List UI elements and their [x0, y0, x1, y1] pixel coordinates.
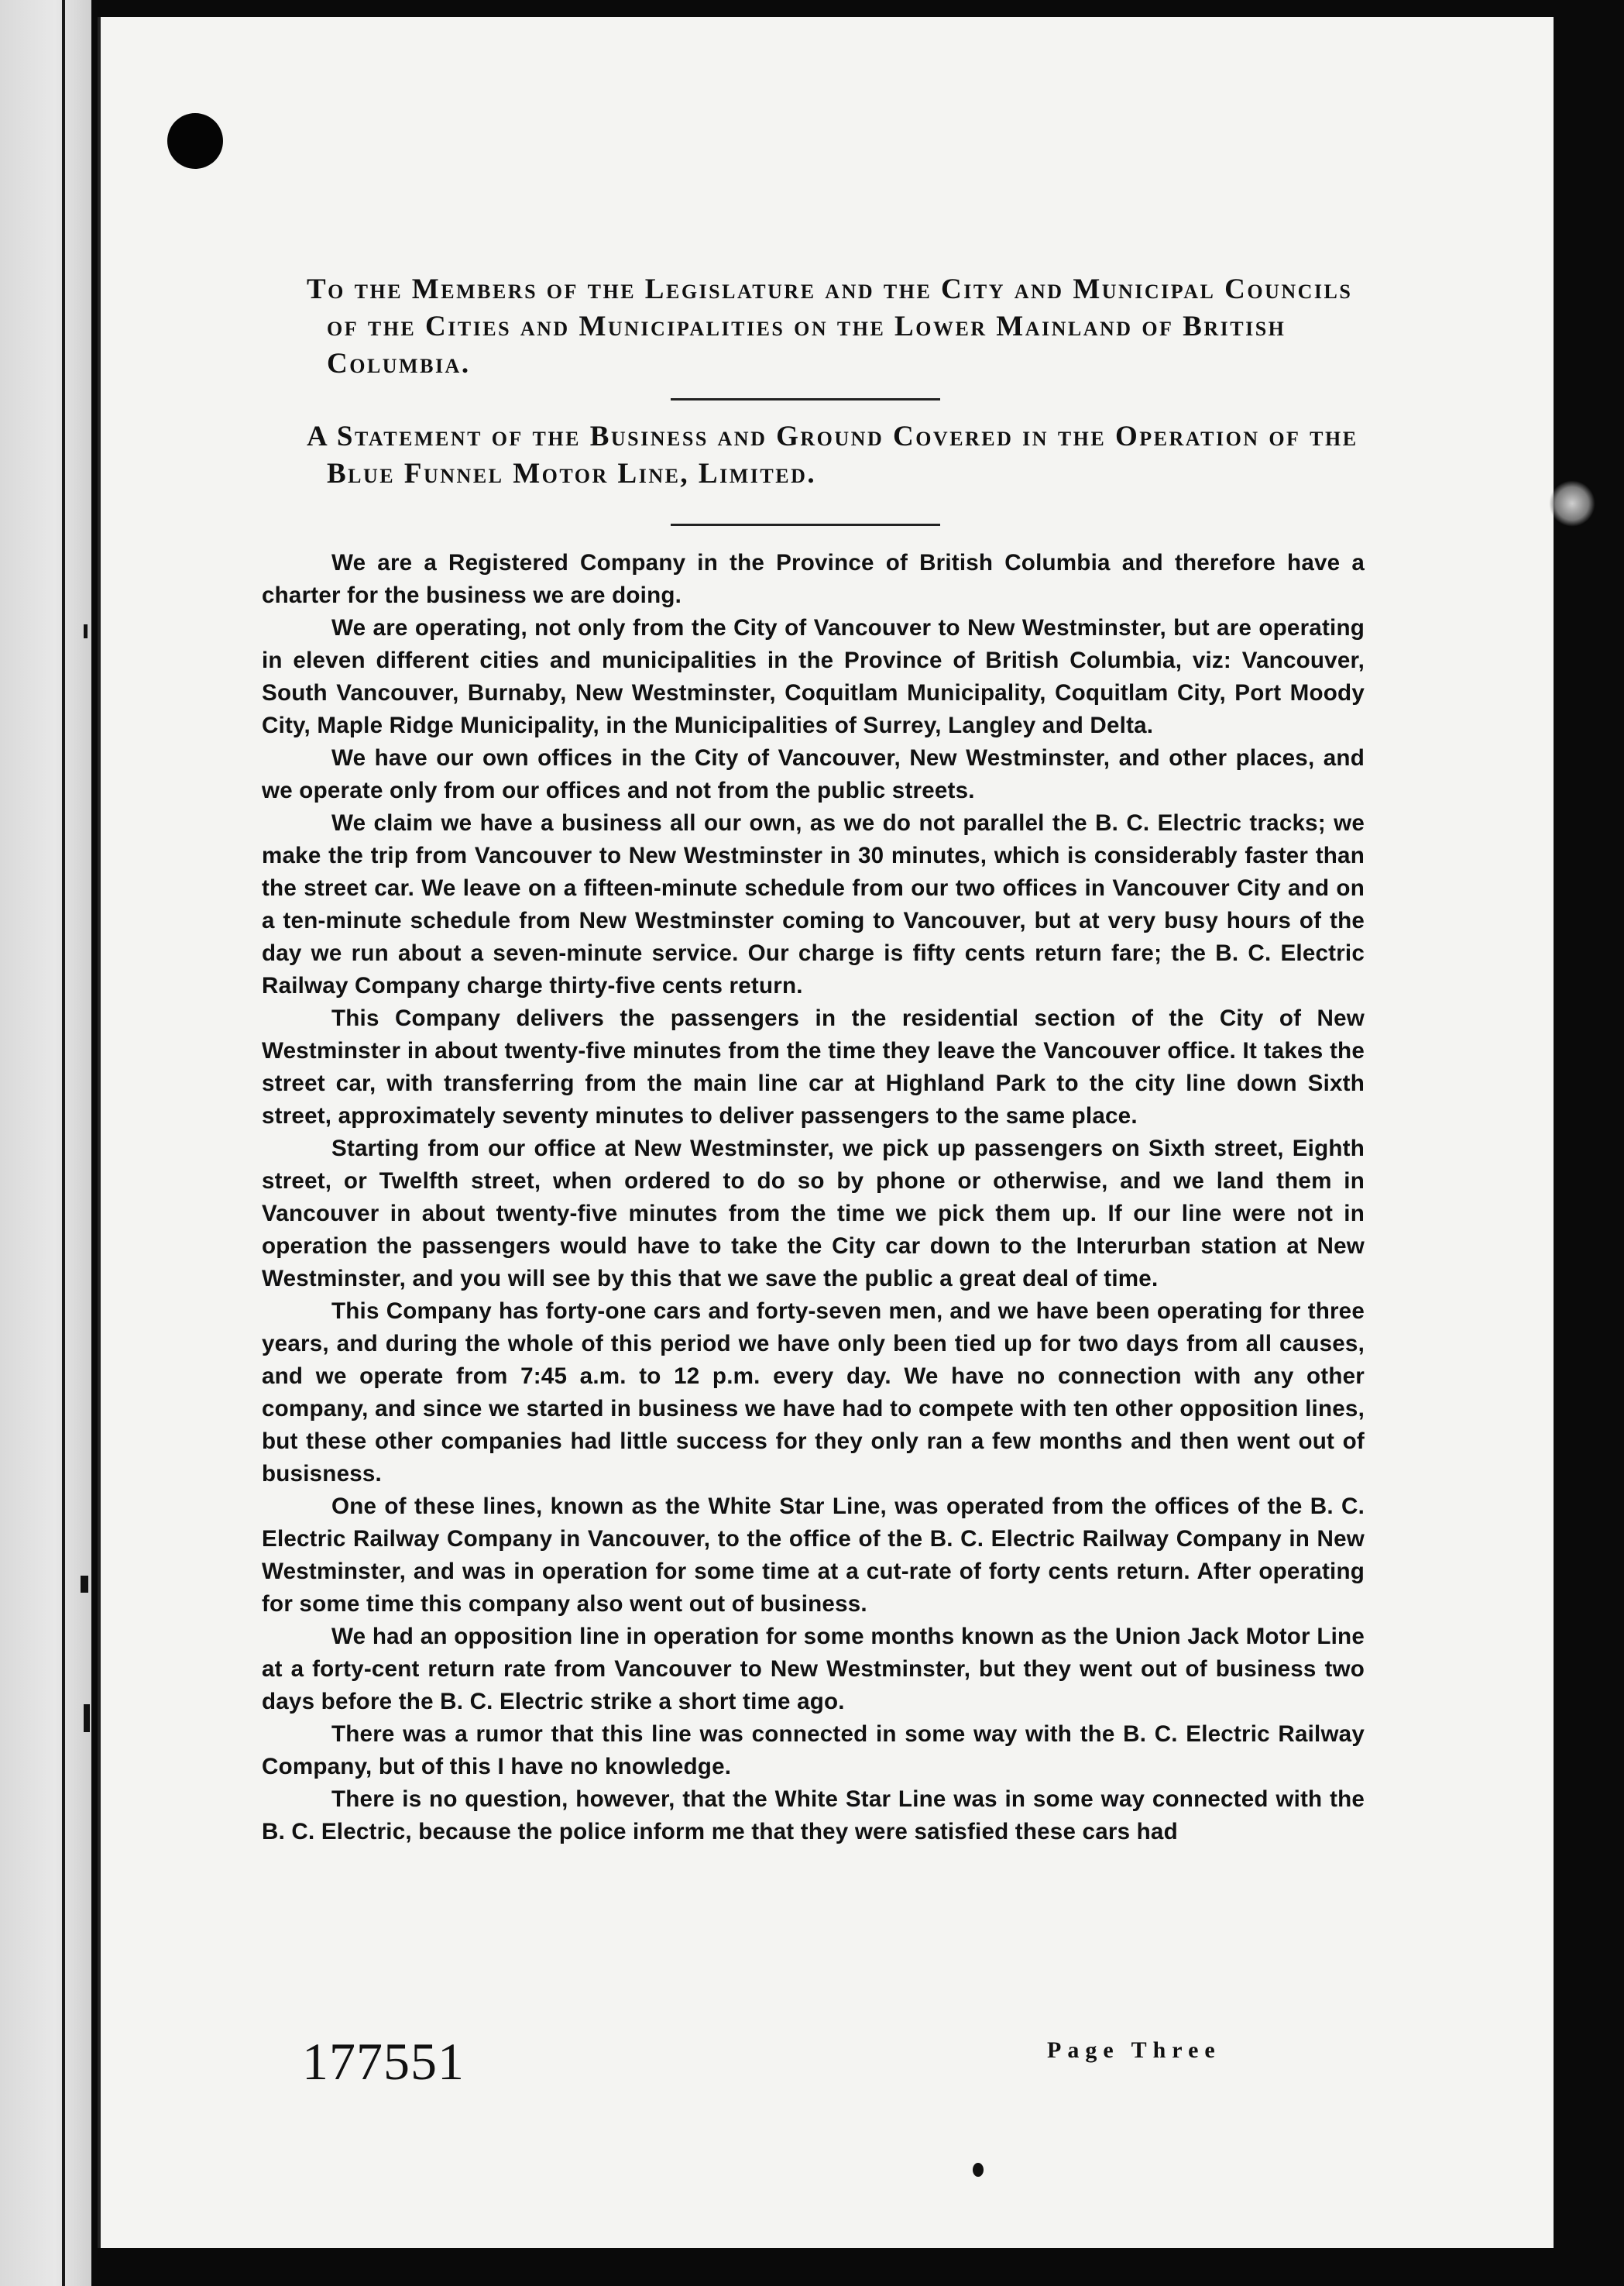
- paragraph: We claim we have a business all our own, as we do not parallel the B. C. Electric tracks; we make the trip from Vancouver to New Westminster in 30 minutes, which is considerably faster than the street car. We leave on a fifteen-minute schedule from our two offices in Vancouver City and on a ten-minute schedule from New Westminster coming to Vancouver, but at very busy hours of the day we run about a seven-minute service. Our charge is fifty cents return fare; the B. C. Electric Railway Company charge thirty-five cents return.: [262, 810, 1365, 999]
- heading-divider: [671, 524, 940, 526]
- statement-heading: A Statement of the Business and Ground Covered in the Operation of the Blue Funnel Motor Line, Limited.: [307, 421, 1358, 490]
- scan-speck: [1549, 480, 1595, 527]
- punch-hole: [167, 113, 223, 169]
- paragraph: There is no question, however, that the White Star Line was in some way connected with the B. C. Electric, because the police inform me that they were satisfied these cars had: [262, 1786, 1365, 1844]
- address-heading: To the Members of the Legislature and the City and Municipal Councils of the Cities and Municipalities on the Lower Mainland of British Columbia.: [307, 273, 1353, 380]
- paragraph: We had an opposition line in operation for some months known as the Union Jack Motor Line at a forty-cent return rate from Vancouver to New Westminster, but they went out of business two days before the B. C. Electric strike a short time ago.: [262, 1624, 1365, 1714]
- margin-tick-mark: [84, 624, 88, 638]
- paragraph: One of these lines, known as the White Star Line, was operated from the offices of the B. C. Electric Railway Company in Vancouver, to the office of the B. C. Electric Railway Company in New Westminster, and was in operation for some time at a cut-rate of forty cents return. After operating for some time this company also went out of business.: [262, 1494, 1365, 1617]
- page-gutter-line: [62, 0, 65, 2286]
- paragraph: We have our own offices in the City of Vancouver, New Westminster, and other places, and we operate only from our offices and not from the public streets.: [262, 745, 1365, 803]
- page-number-label: Page Three: [1047, 2037, 1221, 2063]
- paragraph: This Company has forty-one cars and forty-seven men, and we have been operating for three years, and during the whole of this period we have only been tied up for two days from all causes, and we operate from 7:45 a.m. to 12 p.m. every day. We have no connection with any other company, and since we started in business we have had to compete with ten other opposition lines, but these other companies had little success for they only ran a few months and then went out of busisness.: [262, 1298, 1365, 1487]
- ink-dot: [973, 2163, 984, 2177]
- margin-tick-mark: [84, 1704, 90, 1732]
- serial-number: 177551: [302, 2032, 465, 2091]
- paragraph: Starting from our office at New Westminster, we pick up passengers on Sixth street, Eighth street, or Twelfth street, when ordered to do so by phone or otherwise, and we land them in Vancouver in about twenty-five minutes from the time we pick them up. If our line were not in operation the passengers would have to take the City car down to the Interurban station at New Westminster, and you will see by this that we save the public a great deal of time.: [262, 1136, 1365, 1291]
- margin-tick-mark: [81, 1576, 88, 1593]
- body-text: [262, 547, 1365, 1848]
- adjacent-page-edge: [0, 0, 91, 2286]
- paragraph: We are a Registered Company in the Province of British Columbia and therefore have a charter for the business we are doing.: [262, 550, 1365, 608]
- paragraph: This Company delivers the passengers in the residential section of the City of New Westminster in about twenty-five minutes from the time they leave the Vancouver office. It takes the street car, with transferring from the main line car at Highland Park to the city line down Sixth street, approximately seventy minutes to deliver passengers to the same place.: [262, 1005, 1365, 1129]
- paragraph: There was a rumor that this line was connected in some way with the B. C. Electric Railway Company, but of this I have no knowledge.: [262, 1721, 1365, 1779]
- paragraph: We are operating, not only from the City of Vancouver to New Westminster, but are operating in eleven different cities and municipalities in the Province of British Columbia, viz: Vancouver, South Vancouver, Burnaby, New Westminster, Coquitlam Municipality, Coquitlam City, Port Moody City, Maple Ridge Municipality, in the Municipalities of Surrey, Langley and Delta.: [262, 615, 1365, 738]
- heading-divider: [671, 398, 940, 400]
